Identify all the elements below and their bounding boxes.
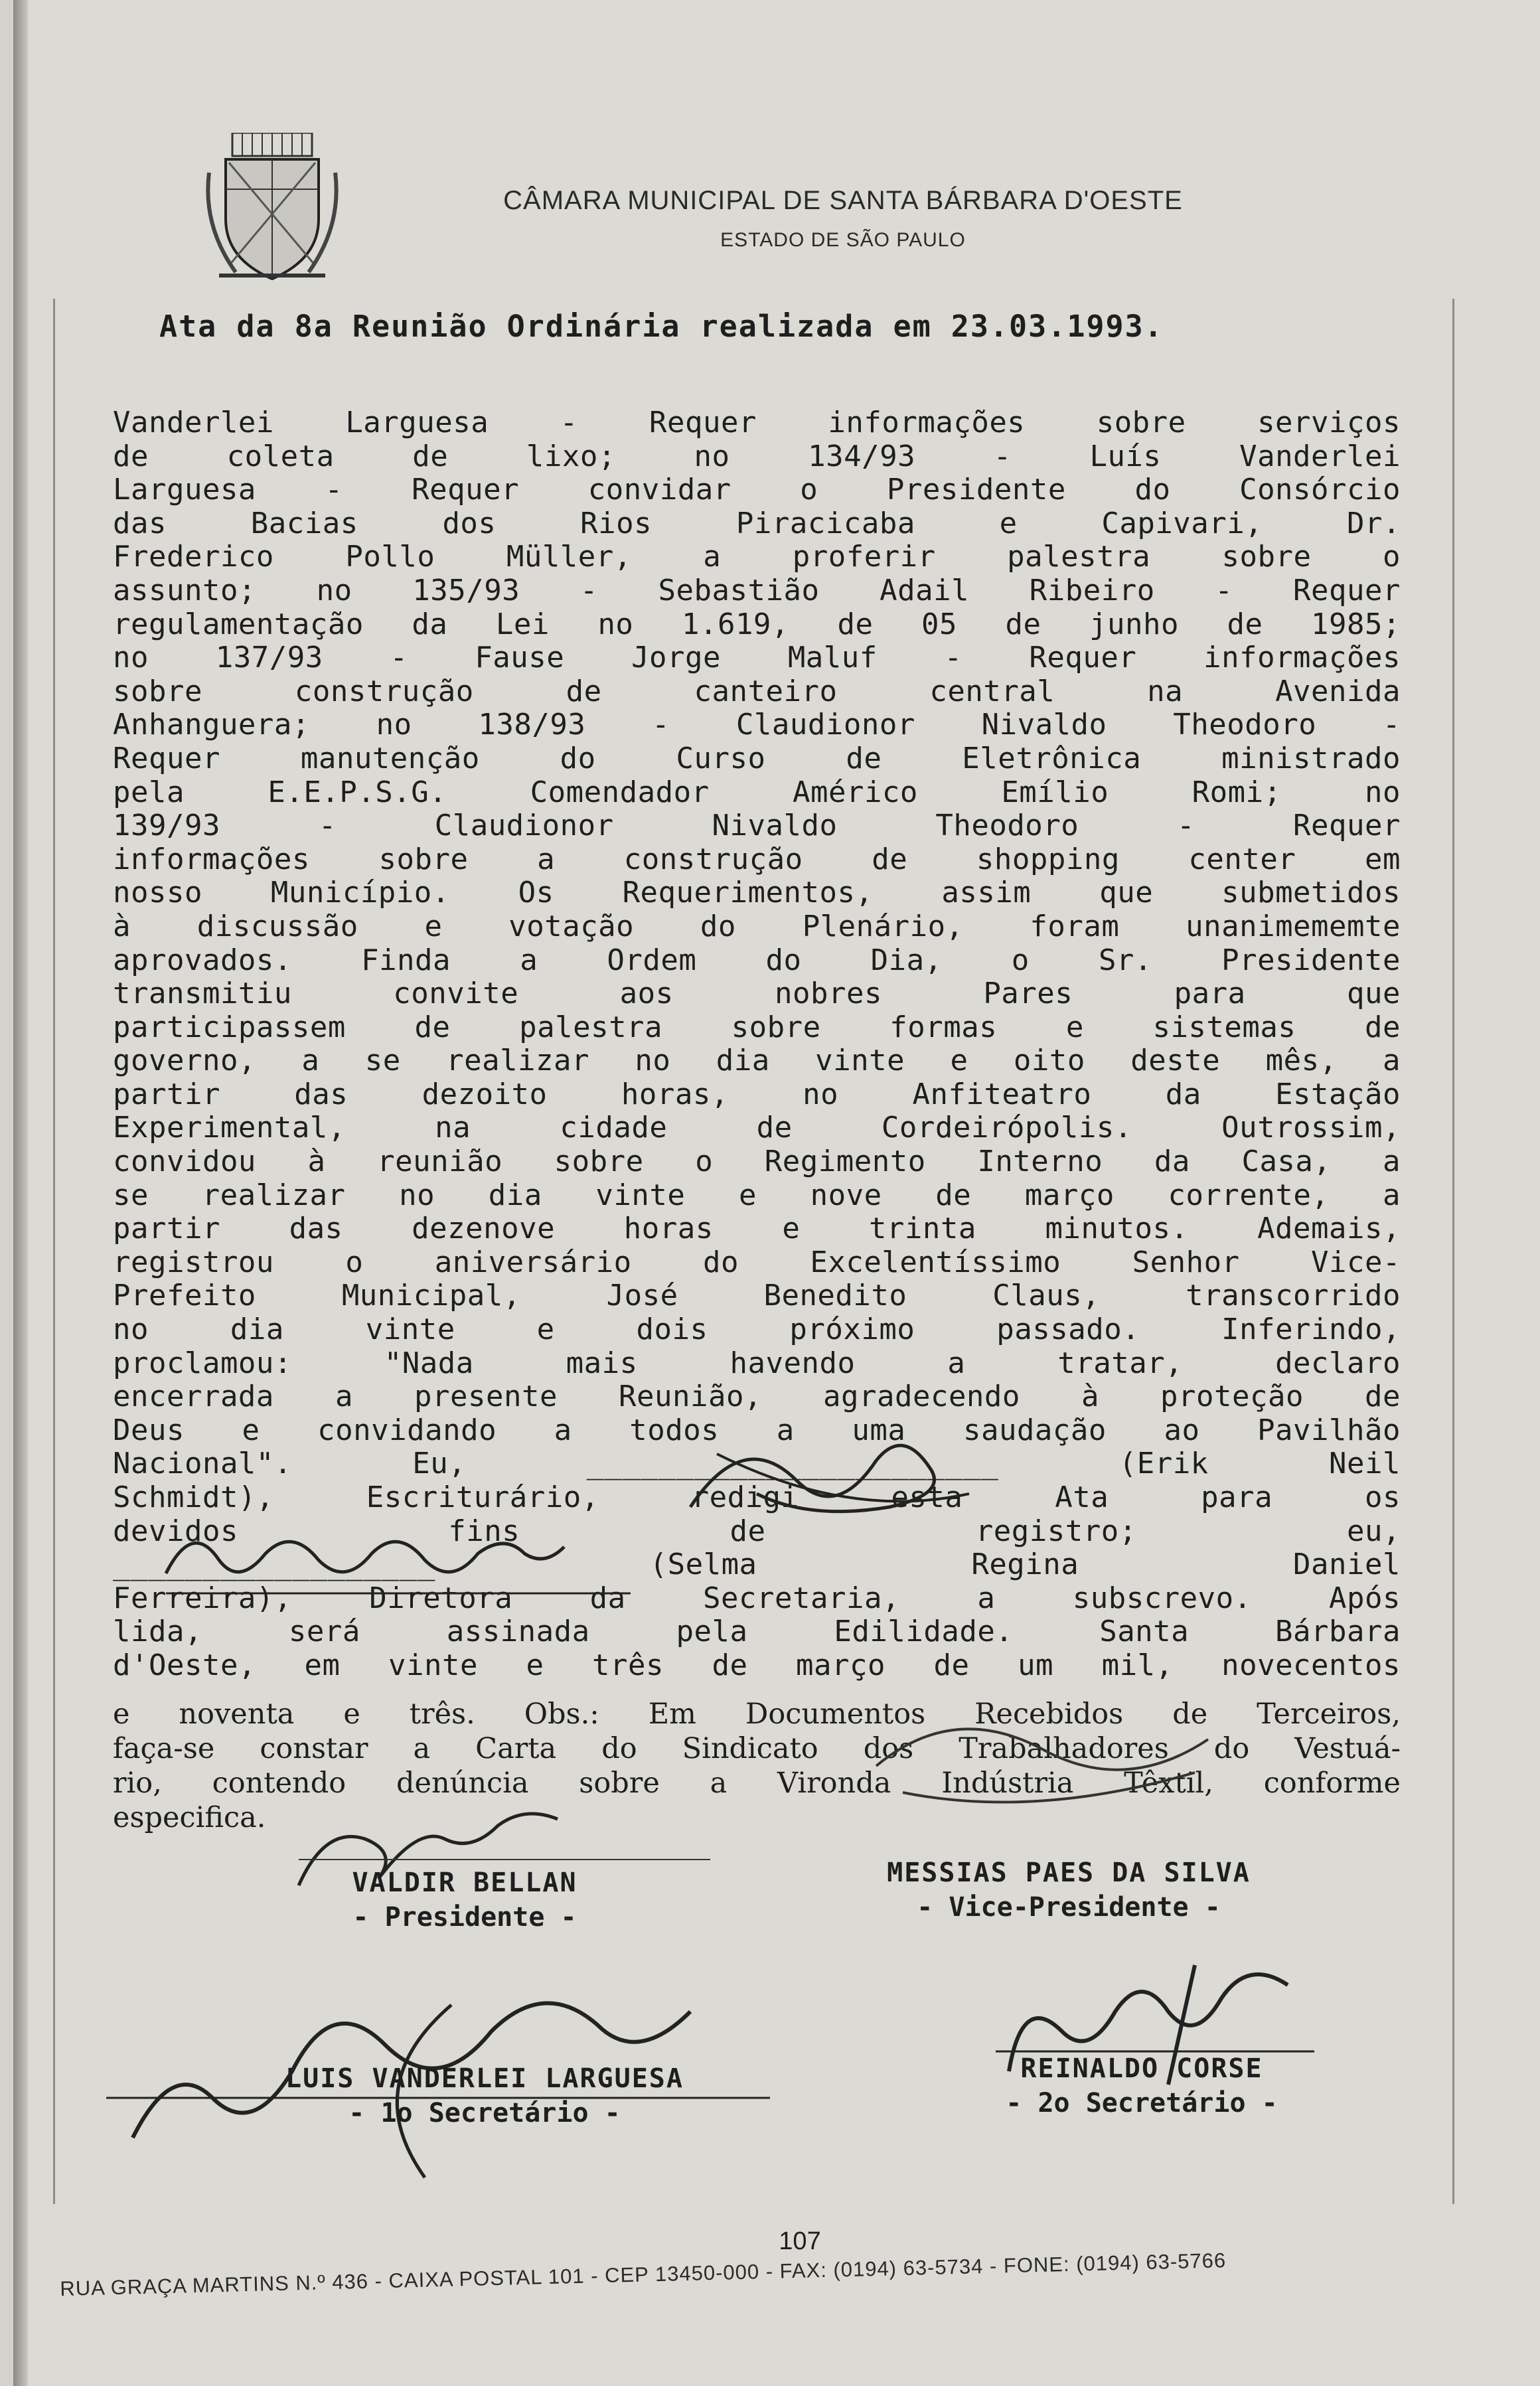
president-signature-line <box>299 1859 710 1860</box>
obs-line: rio, contendo denúncia sobre a Vironda Indústria Têxtil, conforme <box>113 1767 1401 1800</box>
body-line: Ferreira), Diretora da Secretaria, a subscrevo. Após <box>113 1581 1401 1615</box>
body-line: partir das dezoito horas, no Anfiteatro da Estação <box>113 1077 1401 1111</box>
body-line: Deus e convidando a todos a uma saudação ao Pavilhão <box>113 1413 1401 1447</box>
body-line: aprovados. Finda a Ordem do Dia, o Sr. Presidente <box>113 943 1401 977</box>
signature-vice-president <box>810 1856 1328 1925</box>
observation-note <box>113 1697 1401 1835</box>
body-line: participassem de palestra sobre formas e sistemas de <box>113 1010 1401 1044</box>
obs-line: especifica. <box>113 1801 266 1834</box>
signer-role: - 2o Secretário - <box>1006 2088 1278 2118</box>
signer-name: MESSIAS PAES DA SILVA <box>887 1858 1251 1888</box>
obs-line: faça-se constar a Carta do Sindicato dos Trabalhadores do Vestuá- <box>113 1732 1401 1765</box>
body-line: proclamou: "Nada mais havendo a tratar, declaro <box>113 1346 1401 1380</box>
body-line: partir das dezenove horas e trinta minutos. Ademais, <box>113 1212 1401 1246</box>
signer-name: VALDIR BELLAN <box>352 1868 578 1898</box>
body-line: lida, será assinada pela Edilidade. Santa Bárbara <box>113 1615 1401 1649</box>
address-footer: RUA GRAÇA MARTINS N.º 436 - CAIXA POSTAL 101 - CEP 13450-000 - FAX: (0194) 63-5734 - FONE: (0194) 63-5766 <box>60 2249 1227 2300</box>
body-line: __________________ (Selma Regina Daniel <box>113 1548 1401 1582</box>
body-line: regulamentação da Lei no 1.619, de 05 de junho de 1985; <box>113 607 1401 641</box>
signer-name: REINALDO CORSE <box>1020 2053 1263 2084</box>
signature-president <box>259 1866 670 1935</box>
document-page <box>13 0 1540 2386</box>
body-line: assunto; no 135/93 - Sebastião Adail Ribeiro - Requer <box>113 573 1401 607</box>
minutes-heading: Ata da 8a Reunião Ordinária realizada em 23.03.1993. <box>159 309 1164 344</box>
minutes-body <box>113 406 1401 1716</box>
body-line: no dia vinte e dois próximo passado. Inferindo, <box>113 1312 1401 1347</box>
signature-first-secretary <box>212 2061 757 2130</box>
signer-name: LUIS VANDERLEI LARGUESA <box>285 2063 684 2094</box>
body-line: convidou à reunião sobre o Regimento Interno da Casa, a <box>113 1145 1401 1179</box>
obs-line: e noventa e três. Obs.: Em Documentos Recebidos de Terceiros, <box>113 1698 1401 1731</box>
body-line: encerrada a presente Reunião, agradecendo à proteção de <box>113 1380 1401 1414</box>
signer-role: - Vice-Presidente - <box>917 1892 1221 1923</box>
page-edge <box>13 0 28 2386</box>
municipal-crest-icon <box>206 133 339 285</box>
signature-second-secretary <box>909 2051 1374 2120</box>
body-line: Larguesa - Requer convidar o Presidente do Consórcio <box>113 473 1401 507</box>
body-line: das Bacias dos Rios Piracicaba e Capivari, Dr. <box>113 506 1401 540</box>
right-margin-line <box>1452 299 1454 2204</box>
body-line: de coleta de lixo; no 134/93 - Luís Vanderlei <box>113 439 1401 473</box>
body-line: Prefeito Municipal, José Benedito Claus, transcorrido <box>113 1279 1401 1313</box>
body-line: informações sobre a construção de shopping center em <box>113 842 1401 876</box>
state-name: ESTADO DE SÃO PAULO <box>720 229 966 251</box>
body-line: pela E.E.P.S.G. Comendador Américo Emílio Romi; no <box>113 775 1401 809</box>
body-line: sobre construção de canteiro central na Avenida <box>113 674 1401 708</box>
body-line: Frederico Pollo Müller, a proferir palestra sobre o <box>113 540 1401 574</box>
body-line: à discussão e votação do Plenário, foram unanimememte <box>113 909 1401 943</box>
body-line: no 137/93 - Fause Jorge Maluf - Requer informações <box>113 641 1401 675</box>
body-line: transmitiu convite aos nobres Pares para que <box>113 977 1401 1011</box>
body-line: governo, a se realizar no dia vinte e oito deste mês, a <box>113 1044 1401 1078</box>
body-line: nosso Município. Os Requerimentos, assim que submetidos <box>113 876 1401 910</box>
body-line: Anhanguera; no 138/93 - Claudionor Nivaldo Theodoro - <box>113 708 1401 742</box>
body-line: Schmidt), Escriturário, redigi esta Ata para os <box>113 1480 1401 1514</box>
signer-role: - Presidente - <box>352 1902 577 1933</box>
body-line: Vanderlei Larguesa - Requer informações sobre serviços <box>113 406 1401 439</box>
body-line: 139/93 - Claudionor Nivaldo Theodoro - Requer <box>113 809 1401 843</box>
body-line: se realizar no dia vinte e nove de março corrente, a <box>113 1178 1401 1212</box>
body-line: Requer manutenção do Curso de Eletrônica ministrado <box>113 741 1401 775</box>
body-line: registrou o aniversário do Excelentíssimo Senhor Vice- <box>113 1245 1401 1279</box>
body-line: Nacional". Eu, _______________________ (Erik Neil <box>113 1447 1401 1481</box>
left-margin-line <box>53 299 55 2204</box>
signer-role: - 1o Secretário - <box>348 2098 621 2128</box>
institution-name: CÂMARA MUNICIPAL DE SANTA BÁRBARA D'OESTE <box>503 186 1183 215</box>
page-number: 107 <box>779 2227 821 2255</box>
body-line: d'Oeste, em vinte e três de março de um mil, novecentos <box>113 1648 1401 1682</box>
body-line: Experimental, na cidade de Cordeirópolis. Outrossim, <box>113 1111 1401 1145</box>
body-line: devidos fins de registro; eu, <box>113 1514 1401 1548</box>
